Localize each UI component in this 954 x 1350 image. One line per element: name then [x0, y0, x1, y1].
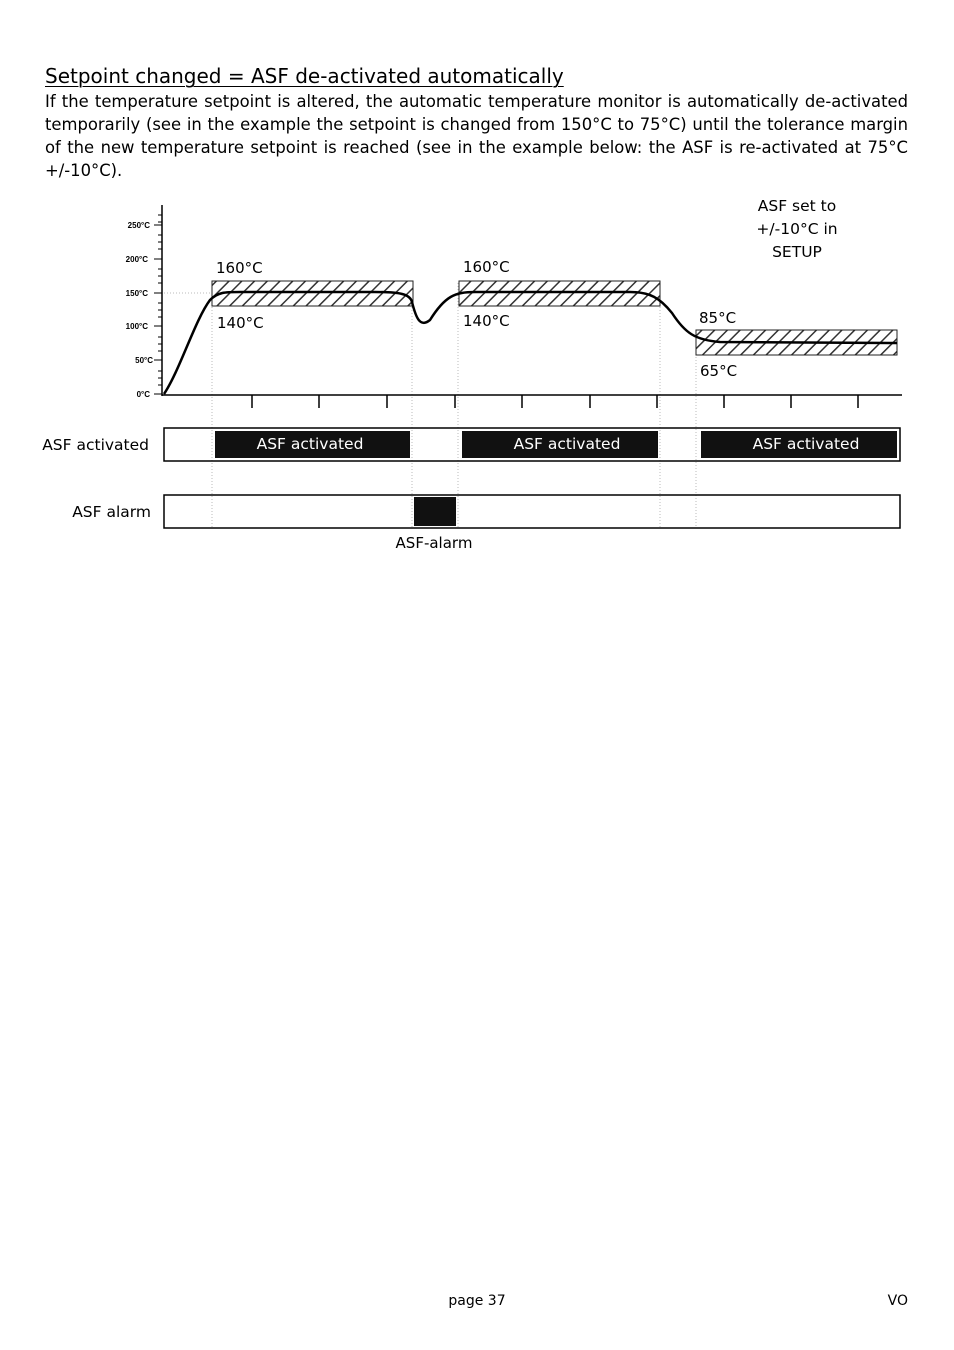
segment-label: ASF activated [752, 435, 860, 453]
section-heading: Setpoint changed = ASF de-activated automatically [45, 64, 564, 88]
y-tick-label: 100°C [125, 322, 148, 331]
footer-code: VO [887, 1293, 908, 1309]
y-tick-label: 50°C [135, 356, 153, 365]
band-2-lower-label: 140°C [463, 312, 510, 330]
y-axis [126, 205, 162, 399]
y-tick-label: 250°C [127, 221, 150, 230]
band-2-upper-label: 160°C [463, 258, 510, 276]
band-3-upper-label: 85°C [699, 309, 737, 327]
note-line: ASF set to [757, 197, 837, 215]
asf-timing-diagram [0, 0, 954, 600]
y-tick-label: 0°C [136, 390, 150, 399]
segment-label: ASF activated [256, 435, 364, 453]
tolerance-band-2 [459, 281, 660, 306]
tolerance-band-1 [212, 281, 413, 306]
asf-setup-note [756, 197, 837, 261]
asf-alarm-pulse [414, 497, 456, 526]
note-line: SETUP [772, 243, 822, 261]
asf-alarm-caption: ASF-alarm [395, 534, 473, 552]
segment-label: ASF activated [513, 435, 621, 453]
y-tick-label: 150°C [125, 289, 148, 298]
asf-activated-row [42, 428, 900, 461]
temperature-curve [164, 292, 897, 394]
asf-activated-row-label: ASF activated [42, 436, 149, 454]
page-number: page 37 [448, 1293, 506, 1309]
asf-alarm-row [72, 495, 900, 552]
y-tick-label: 200°C [125, 255, 148, 264]
asf-alarm-row-label: ASF alarm [72, 503, 151, 521]
band-1-lower-label: 140°C [217, 314, 264, 332]
x-axis [162, 395, 902, 408]
note-line: +/-10°C in [756, 220, 838, 238]
band-1-upper-label: 160°C [216, 259, 263, 277]
band-3-lower-label: 65°C [700, 362, 738, 380]
body-paragraph: If the temperature setpoint is altered, the automatic temperature monitor is automatically de-activated temporarily (see in the example the setpoint is changed from 150°C to 75°C) until the tolerance margin of the new temperature setpoint is reached (see in the example below: the ASF is re-activated at 75°C +/-10°C). [45, 92, 908, 180]
